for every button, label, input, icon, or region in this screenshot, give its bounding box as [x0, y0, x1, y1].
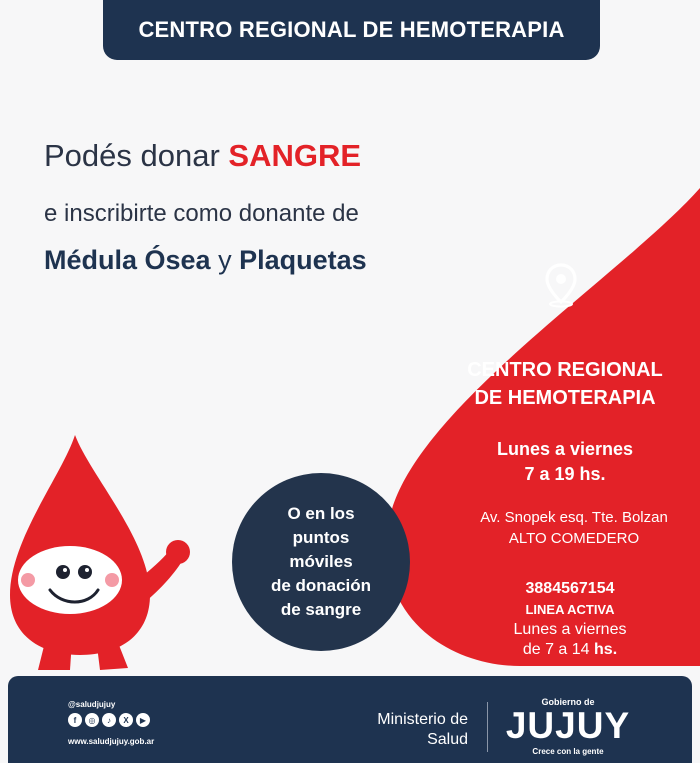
slogan: Crece con la gente	[532, 747, 604, 756]
mobile-points-text	[251, 502, 391, 622]
circle-line4: de donación	[270, 576, 372, 595]
drop-phone-hours-bold: hs.	[594, 641, 618, 658]
drop-hours-line2: 7 a 19 hs.	[524, 464, 606, 484]
website-link[interactable]: www.saludjujuy.gob.ar	[68, 737, 155, 746]
mascot-eye-right	[78, 565, 92, 579]
mobile-points-circle	[232, 473, 410, 651]
youtube-icon[interactable]: ▶	[136, 713, 150, 727]
headline-connector: y	[210, 245, 240, 275]
headline-highlight: SANGRE	[228, 138, 362, 173]
circle-line5: de sangre	[280, 600, 362, 619]
drop-address-line2: ALTO COMEDERO	[508, 530, 640, 547]
x-icon[interactable]: X	[119, 713, 133, 727]
headline-medula: Médula Ósea	[44, 245, 211, 275]
drop-hours	[470, 437, 660, 487]
circle-line2: puntos	[292, 528, 350, 547]
header-banner	[103, 0, 600, 60]
drop-phone-hours-line2	[470, 640, 670, 660]
facebook-icon[interactable]: f	[68, 713, 82, 727]
header-title: CENTRO REGIONAL DE HEMOTERAPIA	[138, 17, 565, 42]
social-icons-row	[68, 713, 150, 727]
drop-address	[440, 507, 700, 549]
jujuy-logo: JUJUY	[505, 705, 631, 746]
instagram-icon[interactable]: ◎	[85, 713, 99, 727]
location-pin-icon	[543, 262, 579, 308]
drop-phone-hours-prefix: de 7 a 14	[522, 641, 595, 658]
mascot-body	[10, 435, 150, 655]
circle-line3: móviles	[289, 552, 353, 571]
ministerio-label	[330, 710, 468, 750]
ministerio-line2: Salud	[427, 731, 468, 748]
drop-phone-label: LINEA ACTIVA	[525, 602, 615, 617]
gobierno-de-label: Gobierno de	[541, 697, 595, 707]
headline-plaquetas: Plaquetas	[239, 245, 367, 275]
drop-phone-hours-line1: Lunes a viernes	[513, 621, 627, 638]
blood-drop-mascot	[0, 430, 200, 680]
headline-line1	[44, 138, 361, 174]
headline-line2: e inscribirte como donante de	[44, 200, 359, 227]
drop-title	[440, 356, 690, 412]
drop-hours-line1: Lunes a viernes	[496, 439, 634, 459]
mascot-cheek-left	[21, 573, 35, 587]
mascot-hand	[166, 540, 190, 564]
drop-title-line2: DE HEMOTERAPIA	[474, 387, 656, 409]
headline-prefix: Podés donar	[44, 138, 229, 173]
social-handle[interactable]: @saludjujuy	[68, 700, 116, 709]
headline-line3	[44, 245, 367, 276]
tiktok-icon[interactable]: ♪	[102, 713, 116, 727]
circle-line1: O en los	[287, 504, 355, 523]
drop-title-line1: CENTRO REGIONAL	[467, 359, 663, 381]
drop-address-line1: Av. Snopek esq. Tte. Bolzan	[480, 509, 668, 526]
footer-divider	[487, 702, 488, 752]
ministerio-line1: Ministerio de	[377, 711, 468, 728]
mascot-eye-left	[56, 565, 70, 579]
mascot-cheek-right	[105, 573, 119, 587]
drop-phone: 3884567154	[525, 580, 615, 597]
